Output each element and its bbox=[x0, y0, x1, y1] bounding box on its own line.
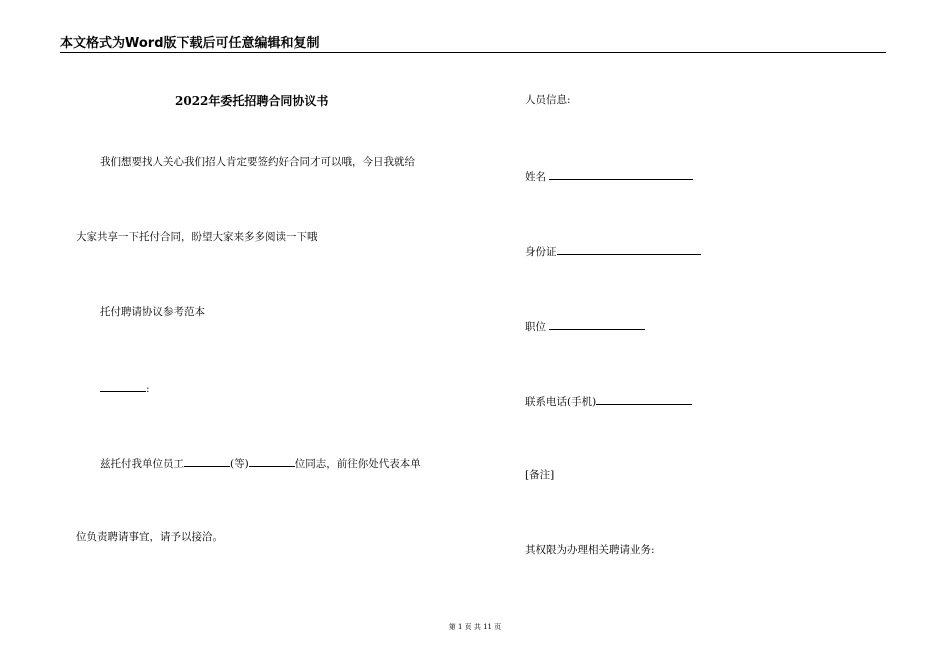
phone-blank[interactable] bbox=[596, 393, 692, 405]
paragraph-1-line-1: 我们想要找人关心我们招人肯定要签约好合同才可以哦，今日我就给 bbox=[100, 156, 415, 168]
document-header-title: 本文格式为Word版下载后可任意编辑和复制 bbox=[60, 36, 320, 51]
id-field bbox=[525, 243, 701, 259]
addressee-blank[interactable] bbox=[100, 380, 146, 392]
template-heading: 托付聘请协议参考范本 bbox=[100, 306, 205, 318]
name-field bbox=[525, 168, 693, 184]
remarks-label: [备注] bbox=[525, 469, 555, 481]
personnel-info-label: 人员信息: bbox=[525, 94, 571, 106]
paragraph-2-line-1 bbox=[100, 455, 421, 471]
position-field bbox=[525, 318, 645, 334]
addressee-suffix: : bbox=[146, 383, 150, 395]
document-title: 2022年委托招聘合同协议书 bbox=[175, 94, 329, 108]
authority-label: 其权限为办理相关聘请业务: bbox=[525, 544, 655, 556]
page-number: 第 1 页 共 11 页 bbox=[448, 623, 502, 631]
paragraph-2-prefix: 兹托付我单位员工 bbox=[100, 458, 184, 470]
employee-count-blank[interactable] bbox=[249, 455, 295, 467]
paragraph-2-mid-1: (等) bbox=[230, 458, 249, 470]
position-label: 职位 bbox=[525, 321, 546, 333]
phone-field bbox=[525, 393, 692, 409]
name-blank[interactable] bbox=[549, 168, 693, 180]
addressee-line bbox=[100, 380, 150, 396]
employee-name-blank[interactable] bbox=[184, 455, 230, 467]
name-label: 姓名 bbox=[525, 171, 546, 183]
id-label: 身份证 bbox=[525, 246, 557, 258]
header-divider bbox=[60, 52, 886, 53]
paragraph-1-line-2: 大家共享一下托付合同，盼望大家来多多阅读一下哦 bbox=[76, 231, 318, 243]
paragraph-2-line-2: 位负责聘请事宜，请予以接洽。 bbox=[76, 531, 223, 543]
phone-label: 联系电话(手机) bbox=[525, 396, 597, 408]
position-blank[interactable] bbox=[549, 318, 645, 330]
paragraph-2-mid-2: 位同志，前往你处代表本单 bbox=[294, 458, 421, 470]
id-blank[interactable] bbox=[557, 243, 701, 255]
